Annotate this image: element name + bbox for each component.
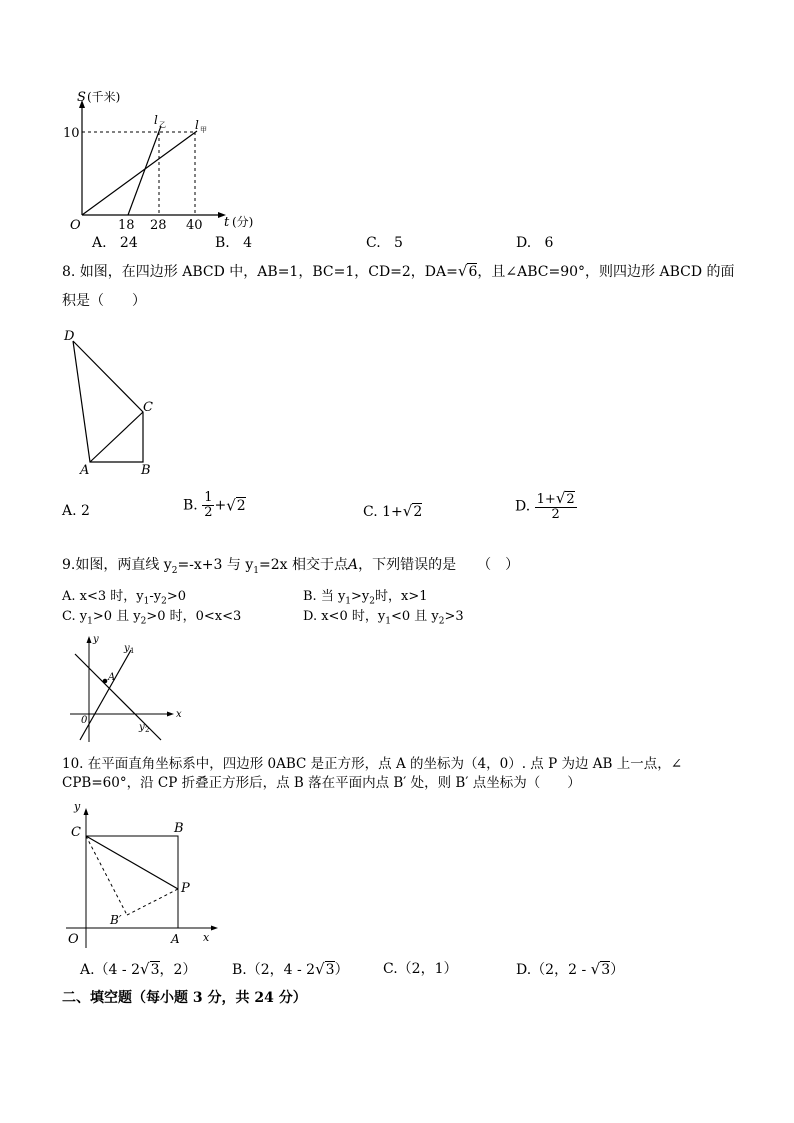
q9-stem-p4: ，下列错误的是 （ ）: [358, 557, 520, 573]
q9-option-d-s2: 2: [438, 616, 445, 627]
q9-stem-point-a: A: [347, 557, 359, 573]
q7-x-tick-40: 40: [186, 218, 203, 233]
q8-label-b: B: [141, 463, 151, 478]
q10-option-d-pre: D.（2，2 -: [516, 962, 591, 978]
q7-x-unit: (分): [232, 215, 254, 229]
q9-option-d-s1: 1: [385, 616, 391, 627]
q9-stem-p3: =2x 相交于点: [259, 557, 348, 573]
q10-label-y: y: [74, 800, 81, 813]
q8-option-d-num-text: 1+: [536, 492, 556, 507]
q9-option-b-s1: 1: [345, 596, 352, 607]
q8-option-d-letter: D.: [515, 498, 531, 515]
q9-option-c-s2: 2: [140, 616, 147, 627]
q9-stem-s1: 2: [171, 565, 178, 576]
q9-label-x: x: [176, 709, 182, 720]
q9-label-y2: y: [139, 722, 145, 733]
q7-y-unit: (千米): [87, 90, 121, 104]
q10-option-a-pre: A.（4 - 2: [80, 962, 141, 978]
q8-option-c-text: 1+: [382, 504, 403, 520]
q7-option-d-text: 6: [544, 235, 554, 251]
q9-option-c-t1: C. y: [62, 609, 88, 624]
q7-option-c-text: 5: [394, 235, 403, 251]
q9-label-y2-sub: 2: [145, 726, 150, 734]
q9-option-a-t3: >0: [166, 589, 187, 604]
q9-option-c-s1: 1: [87, 616, 93, 627]
q7-option-c-letter: C.: [366, 235, 381, 251]
q9-label-a: A: [108, 672, 116, 683]
q10-option-d-post: ）: [610, 962, 625, 978]
q7-y-label: S: [77, 90, 86, 105]
q10-x-arrow: [211, 926, 218, 931]
q8-option-b-radical: √: [226, 496, 236, 515]
q7-x-tick-28: 28: [150, 218, 167, 233]
q8-label-d: D: [64, 329, 75, 344]
q10-option-a-radical: √: [140, 960, 150, 978]
q7-option-a-letter: A.: [92, 235, 107, 251]
q8-option-c-letter: C.: [363, 504, 378, 520]
q8-option-c-sqrt: 2: [413, 504, 423, 520]
q8-stem-line2: 积是（ ）: [62, 293, 146, 309]
q8-stem-radical: √: [457, 262, 468, 280]
q7-line2-sub: 甲: [200, 126, 207, 134]
q8-label-a: A: [80, 463, 90, 478]
q9-option-a-t1: A. x<3 时，y: [62, 589, 144, 604]
q9-option-a-s1: 1: [143, 596, 150, 607]
q9-option-c-t3: >0 时，0<x<3: [146, 609, 242, 624]
q10-option-d-radical: √: [590, 960, 601, 978]
q10-option-b-radical: √: [315, 960, 325, 978]
q7-option-b-letter: B.: [215, 235, 230, 251]
q8-stem-sqrt: 6: [468, 264, 478, 280]
q10-stem-line2: CPB=60°，沿 CP 折叠正方形后，点 B 落在平面内点 B′ 处，则 B′ 点坐标为（ ）: [62, 775, 581, 791]
q8-option-d-radical: √: [555, 489, 566, 507]
q9-option-c-t2: >0 且 y: [92, 609, 141, 624]
q7-line1-label: l: [154, 113, 158, 127]
q8-option-b-plus: +: [214, 497, 227, 514]
q8-option-b-den: 2: [204, 505, 213, 520]
q10-option-c: C.（2，1）: [383, 961, 458, 977]
q10-label-b: B: [174, 821, 184, 836]
q8-option-c-radical: √: [402, 502, 413, 520]
q8-option-b-num: 1: [204, 490, 213, 505]
q7-x-label: t: [224, 215, 230, 230]
q9-option-d-t3: >3: [444, 609, 464, 624]
section-2-heading: 二、填空题（每小题 3 分，共 24 分）: [62, 990, 307, 1006]
q10-label-c: C: [71, 825, 81, 840]
q8-label-c: C: [143, 400, 153, 415]
q9-label-y1: y: [124, 643, 130, 654]
q8-option-d-den: 2: [551, 507, 560, 522]
q8-option-b-sqrt: 2: [236, 497, 246, 514]
q9-option-a-s2: 2: [161, 596, 167, 607]
q9-option-b-t1: B. 当 y: [303, 589, 346, 604]
q10-option-b-pre: B.（2，4 - 2: [232, 962, 316, 978]
q8-stem-part2: ，且∠ABC=90°，则四边形 ABCD 的面: [477, 264, 735, 280]
q7-option-b-text: 4: [243, 235, 253, 251]
q8-option-a-text: 2: [81, 503, 90, 519]
q10-label-a: A: [171, 932, 180, 946]
q10-dash-bpp: [127, 889, 178, 915]
q7-option-d-letter: D.: [516, 235, 532, 251]
q9-label-y: y: [93, 634, 99, 645]
q10-label-bprime: B′: [110, 913, 122, 927]
q7-line2-label: l: [195, 118, 199, 132]
q10-label-x: x: [203, 931, 210, 944]
q10-option-d: [516, 960, 624, 979]
q10-segment-cp: [86, 836, 178, 889]
q9-option-b-t2: >y: [351, 589, 370, 604]
q7-line1-sub: 乙: [159, 121, 166, 129]
q8-option-a-letter: A.: [62, 503, 77, 519]
q10-stem-line1: 10. 在平面直角坐标系中，四边形 0ABC 是正方形，点 A 的坐标为（4，0）. 点 P 为边 AB 上一点，∠: [62, 756, 683, 772]
q9-label-origin: 0: [81, 715, 88, 726]
q9-option-b-s2: 2: [369, 596, 376, 607]
q9-label-y1-sub: 1: [130, 647, 135, 655]
q9-stem-s2: 1: [253, 565, 259, 576]
q9-option-d-t2: <0 且 y: [390, 609, 439, 624]
q9-stem-p1: 9.如图，两直线 y: [62, 557, 172, 573]
q10-label-p: P: [181, 881, 190, 896]
q10-square: [86, 836, 178, 928]
q9-option-a-t2: -y: [149, 589, 162, 604]
q10-y-arrow: [84, 808, 89, 815]
q10-option-a: [80, 960, 196, 979]
q7-x-tick-18: 18: [118, 218, 135, 233]
q10-option-a-sqrt: 3: [150, 962, 160, 978]
q9-stem-p2: =-x+3 与 y: [177, 557, 254, 573]
q10-option-b: [232, 960, 349, 979]
q9-option-b-t3: 时，x>1: [375, 589, 428, 604]
q7-y-tick-10: 10: [63, 126, 80, 141]
q7-option-a-text: 24: [119, 235, 138, 251]
q10-option-a-post: ，2）: [159, 962, 197, 978]
q10-label-o: O: [68, 932, 79, 947]
q8-option-d-num-sqrt: 2: [566, 492, 575, 507]
q8-stem-part1: 8. 如图，在四边形 ABCD 中，AB=1，BC=1，CD=2，DA=: [62, 264, 458, 280]
q10-option-b-post: ）: [334, 962, 349, 978]
q8-option-b-letter: B.: [183, 497, 198, 514]
q10-option-b-sqrt: 3: [325, 962, 335, 978]
q9-option-d-t1: D. x<0 时，y: [303, 609, 386, 624]
q10-option-d-sqrt: 3: [601, 962, 611, 978]
q7-origin: O: [70, 218, 81, 233]
